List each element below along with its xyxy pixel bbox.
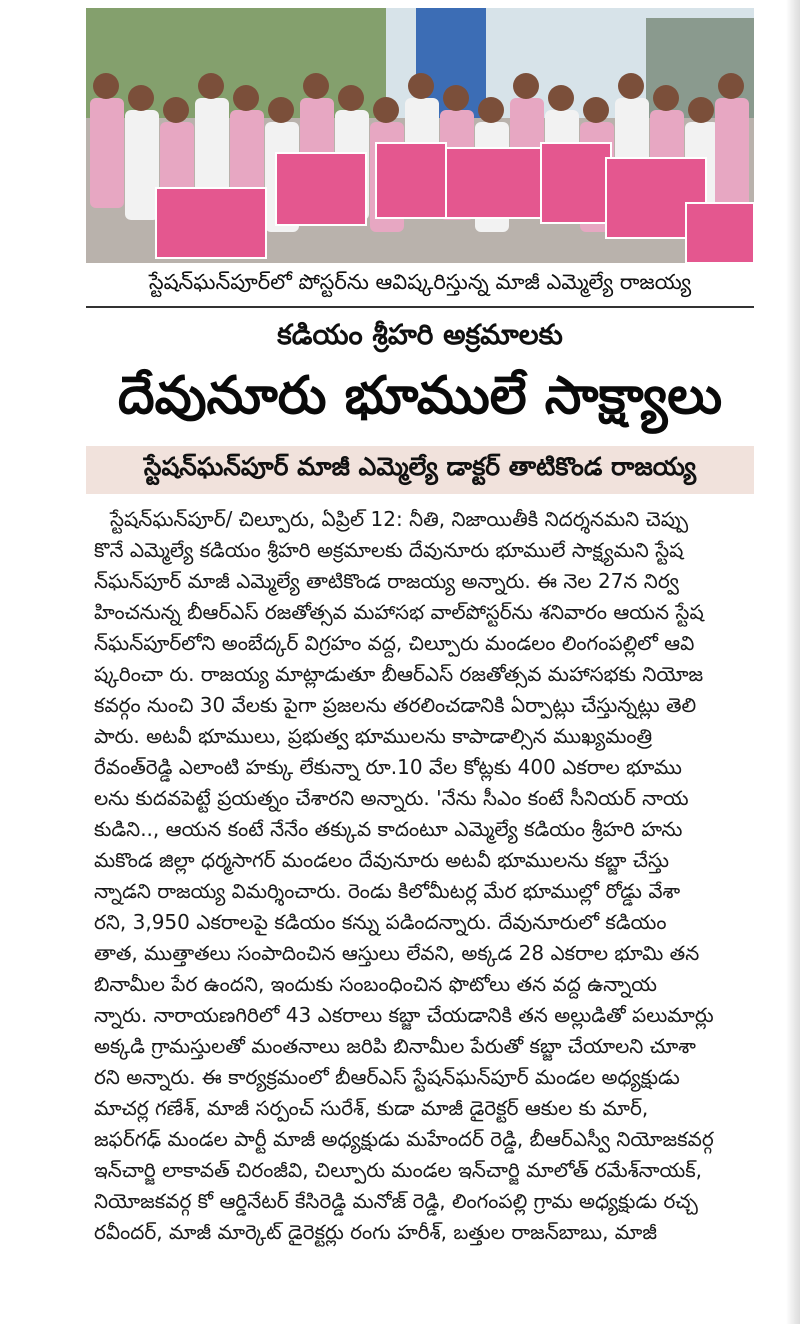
photo-person-head (478, 97, 504, 123)
article-line: తాత, ముత్తాతలు సంపాదించిన ఆస్తులు లేవని, అక్కడ 28 ఎకరాల భూమి తన (94, 941, 700, 965)
photo-person-head (688, 97, 714, 123)
article-line: మాచర్ల గణేశ్, మాజీ సర్పంచ్ సురేశ్, కుడా మాజీ డైరెక్టర్ ఆకుల కు మార్, (94, 1096, 649, 1120)
subhead-band (86, 446, 754, 494)
article-line: ష్కరించా రు. రాజయ్య మాట్లాడుతూ బీఆర్‌ఎస్ రజతోత్సవ మహాసభకు నియోజ (94, 662, 704, 686)
photo-person-body (715, 98, 749, 208)
photo-person-head (653, 85, 679, 111)
kicker-headline: కడియం శ్రీహరి అక్రమాలకు (277, 318, 563, 351)
photo-poster (446, 148, 546, 218)
scan-edge (786, 0, 800, 1324)
subhead: స్టేషన్‌ఘన్‌పూర్ మాజీ ఎమ్మెల్యే డాక్టర్ తాటికొండ రాజయ్య (143, 452, 697, 481)
photo-person-head (718, 73, 744, 99)
article-line: బినామీల పేర ఉందని, ఇందుకు సంబంధించిన ఫొటోలు తన వద్ద ఉన్నాయ (94, 972, 657, 996)
article-line: హించనున్న బీఆర్‌ఎస్ రజతోత్సవ మహాసభ వాల్‌పోస్టర్‌ను శనివారం ఆయన స్టేష (94, 600, 704, 624)
article-line: ఇన్‌చార్జి లాకావత్ చిరంజీవి, చిల్పూరు మండల ఇన్‌చార్జి మాలోత్ రమేశ్‌నాయక్, (94, 1158, 703, 1182)
article-line: న్నాడని రాజయ్య విమర్శించారు. రెండు కిలోమీటర్ల మేర భూముల్లో రోడ్డు వేశా (94, 879, 681, 903)
photo-person-head (583, 97, 609, 123)
article-line: జఫర్‌గఢ్ మండల పార్టీ మాజీ అధ్యక్షుడు మహేందర్ రెడ్డి, బీఆర్‌ఎస్వీ నియోజకవర్గ (94, 1127, 714, 1151)
photo-person-head (443, 85, 469, 111)
article-line: న్‌ఘన్‌పూర్‌లోని అంబేద్కర్ విగ్రహం వద్ద, చిల్పూరు మండలం లింగంపల్లిలో ఆవి (94, 631, 695, 655)
group-photo-icon (86, 8, 754, 263)
photo-person-head (163, 97, 189, 123)
photo-person-head (338, 85, 364, 111)
photo-person-body (90, 98, 124, 208)
photo-person-head (408, 73, 434, 99)
article-line: అక్కడి గ్రామస్తులతో మంతనాలు జరిపి బినామీల పేరుతో కబ్జా చేయాలని చూశా (94, 1034, 696, 1058)
article-line: రని అన్నారు. ఈ కార్యక్రమంలో బీఆర్‌ఎస్ స్టేషన్‌ఘన్‌పూర్ మండల అధ్యక్షుడు (94, 1065, 680, 1089)
main-headline: దేవునూరు భూములే సాక్ష్యాలు (117, 365, 723, 426)
photo-poster (686, 203, 754, 263)
article-line: స్టేషన్‌ఘన్‌పూర్/ చిల్పూరు, ఏప్రిల్ 12: నీతి, నిజాయితీకి నిదర్శనమని చెప్పు (110, 507, 689, 531)
photo-person-body (125, 110, 159, 220)
article-line: మకొండ జిల్లా ధర్మసాగర్ మండలం దేవునూరు అటవీ భూములను కబ్జా చేస్తు (94, 848, 670, 872)
photo-person-head (268, 97, 294, 123)
photo-person-head (618, 73, 644, 99)
photo-person-head (93, 73, 119, 99)
photo-poster (376, 143, 446, 218)
article-line: రవీందర్, మాజీ మార్కెట్ డైరెక్టర్లు రంగు హరీశ్, బత్తుల రాజన్‌బాబు, మాజీ (94, 1220, 658, 1244)
photo-person-head (303, 73, 329, 99)
caption-divider (86, 306, 754, 308)
article-line: న్నారు. నారాయణగిరిలో 43 ఎకరాలు కబ్జా చేయడానికి తన అల్లుడితో పలుమార్లు (94, 1003, 714, 1027)
photo-person-head (513, 73, 539, 99)
article-line: పారు. అటవీ భూములు, ప్రభుత్వ భూములను కాపాడాల్సిన ముఖ్యమంత్రి (94, 724, 653, 748)
article-line: లను కుదవపెట్టే ప్రయత్నం చేశారని అన్నారు. 'నేను సీఎం కంటే సీనియర్ నాయ (94, 786, 689, 810)
news-clipping (86, 0, 754, 1324)
article-body (94, 504, 754, 1324)
photo-person-head (373, 97, 399, 123)
photo-poster (541, 143, 611, 223)
photo-caption: స్టేషన్‌ఘన్‌పూర్‌లో పోస్టర్‌ను ఆవిష్కరిస్తున్న మాజీ ఎమ్మెల్యే రాజయ్య (148, 270, 692, 294)
article-line: కవర్గం నుంచి 30 వేలకు పైగా ప్రజలను తరలించడానికి ఏర్పాట్లు చేస్తున్నట్లు తెలి (94, 693, 697, 717)
article-line: న్‌ఘన్‌పూర్ మాజీ ఎమ్మెల్యే తాటికొండ రాజయ్య అన్నారు. ఈ నెల 27న నిర్వ (94, 569, 679, 593)
article-line: కుడిని.., ఆయన కంటే నేనేం తక్కువ కాదంటూ ఎమ్మెల్యే కడియం శ్రీహరి హను (94, 817, 683, 841)
photo-poster (276, 153, 366, 225)
article-line: రేవంత్‌రెడ్డి ఎలాంటి హక్కు లేకున్నా రూ.10 వేల కోట్లకు 400 ఎకరాల భూము (94, 755, 682, 779)
photo-person-head (548, 85, 574, 111)
news-photo (86, 8, 754, 263)
photo-poster (156, 188, 266, 258)
photo-person-head (233, 85, 259, 111)
article-line: కొనే ఎమ్మెల్యే కడియం శ్రీహరి అక్రమాలకు దేవునూరు భూములే సాక్ష్యమని స్టేష (94, 538, 684, 562)
photo-person-head (128, 85, 154, 111)
photo-person-head (198, 73, 224, 99)
article-line: నియోజకవర్గ కో ఆర్డినేటర్ కేసిరెడ్డి మనోజ్ రెడ్డి, లింగంపల్లి గ్రామ అధ్యక్షుడు రచ్చ (94, 1189, 698, 1213)
article-line: రని, 3,950 ఎకరాలపై కడియం కన్ను పడిందన్నారు. దేవునూరులో కడియం (94, 910, 667, 934)
